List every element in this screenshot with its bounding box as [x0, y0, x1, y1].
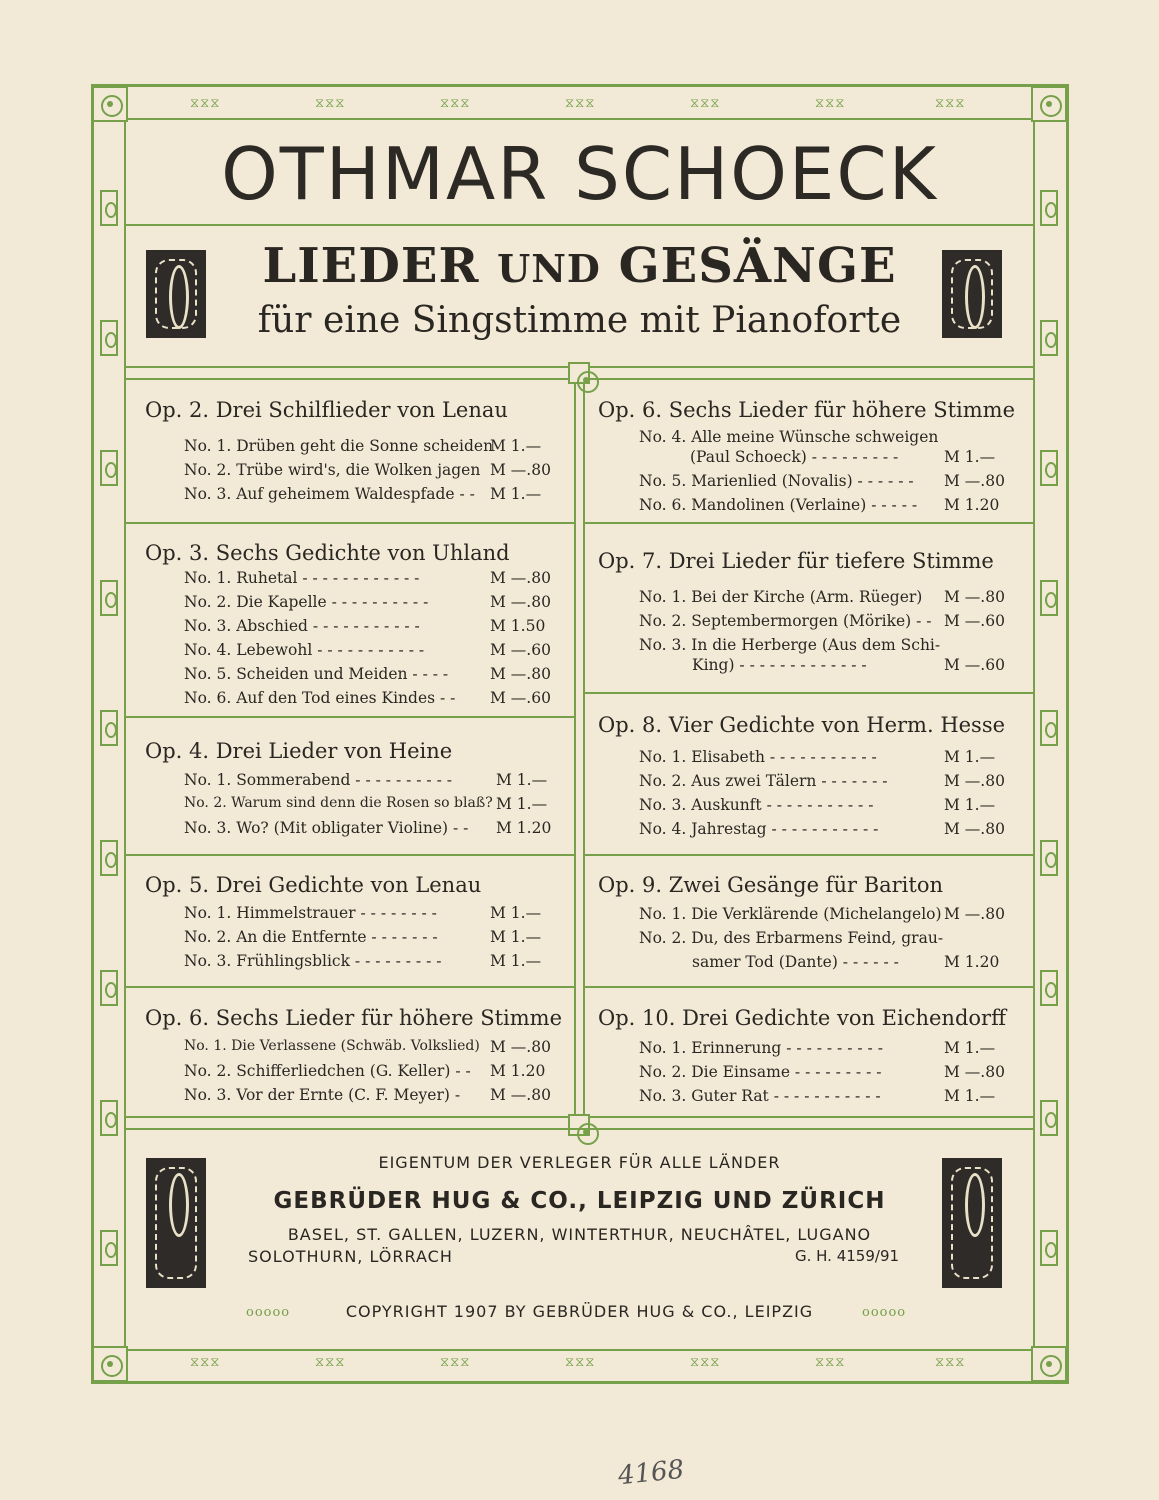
corner-ornament-icon	[92, 86, 128, 122]
song-price: M —.80	[490, 569, 551, 587]
border-ornament-icon	[100, 320, 118, 356]
song-title: King) - - - - - - - - - - - - -	[692, 656, 867, 674]
song-title: No. 5. Marienlied (Novalis) - - - - - -	[639, 472, 914, 490]
song-price: M 1.50	[490, 617, 546, 635]
song-price: M —.60	[490, 689, 551, 707]
border-ornament-icon: ⧖⧖⧖	[440, 1355, 471, 1370]
publisher-cities: BASEL, ST. GALLEN, LUZERN, WINTERTHUR, NEUCHÂTEL, LUGANO	[287, 1225, 872, 1244]
handwritten-number: 4168	[616, 1454, 686, 1492]
song-title: No. 3. Guter Rat - - - - - - - - - - -	[639, 1087, 881, 1105]
song-title: samer Tod (Dante) - - - - - -	[692, 953, 899, 971]
song-price: M 1.—	[490, 952, 542, 970]
border-ornament-icon	[1040, 840, 1058, 876]
title-word: GESÄNGE	[618, 238, 897, 294]
song-title: No. 2. An die Entfernte - - - - - - -	[184, 928, 438, 946]
song-price: M 1.—	[496, 771, 548, 789]
song-price: M 1.20	[490, 1062, 546, 1080]
song-title: No. 3. Wo? (Mit obligater Violine) - -	[184, 819, 469, 837]
opus-heading: Op. 4. Drei Lieder von Heine	[145, 739, 453, 763]
border-ornament-icon: ⧖⧖⧖	[935, 96, 966, 111]
song-title: No. 1. Sommerabend - - - - - - - - - -	[184, 771, 453, 789]
song-price: M 1.—	[490, 485, 542, 503]
corner-ornament-icon	[1031, 86, 1067, 122]
opus-heading: Op. 5. Drei Gedichte von Lenau	[145, 873, 482, 897]
collection-title	[124, 238, 1035, 294]
border-ornament-icon	[1040, 320, 1058, 356]
song-price: M 1.—	[944, 748, 996, 766]
song-title: No. 2. Trübe wird's, die Wolken jagen	[184, 461, 481, 479]
song-title: No. 3. Abschied - - - - - - - - - - -	[184, 617, 420, 635]
song-price: M —.60	[490, 641, 551, 659]
song-price: M —.60	[944, 612, 1005, 630]
song-title: No. 4. Lebewohl - - - - - - - - - - -	[184, 641, 425, 659]
border-ornament-icon: ooooo	[862, 1305, 907, 1320]
vignette-ornament-icon	[146, 250, 206, 338]
publisher-cities: SOLOTHURN, LÖRRACH	[248, 1247, 453, 1266]
song-title: No. 1. Ruhetal - - - - - - - - - - - -	[184, 569, 420, 587]
song-title: No. 4. Alle meine Wünsche schweigen	[639, 428, 939, 446]
vignette-ornament-icon	[146, 1158, 206, 1288]
song-title: No. 3. Auskunft - - - - - - - - - - -	[639, 796, 874, 814]
opus-heading: Op. 9. Zwei Gesänge für Bariton	[598, 873, 944, 897]
song-price: M 1.—	[944, 448, 996, 466]
song-price: M 1.—	[944, 1039, 996, 1057]
opus-heading: Op. 3. Sechs Gedichte von Uhland	[145, 541, 510, 565]
song-title: No. 1. Bei der Kirche (Arm. Rüeger)	[639, 588, 923, 606]
rights-notice: EIGENTUM DER VERLEGER FÜR ALLE LÄNDER	[378, 1153, 781, 1172]
plate-number: G. H. 4159/91	[795, 1247, 900, 1265]
border-ornament-icon	[1040, 190, 1058, 226]
border-ornament-icon	[1040, 450, 1058, 486]
opus-heading: Op. 7. Drei Lieder für tiefere Stimme	[598, 549, 994, 573]
border-ornament-icon: ooooo	[246, 1305, 291, 1320]
composer-name: OTHMAR SCHOECK	[221, 132, 938, 216]
song-title: No. 5. Scheiden und Meiden - - - -	[184, 665, 449, 683]
song-price: M —.80	[490, 665, 551, 683]
collection-subtitle: für eine Singstimme mit Pianoforte	[257, 300, 902, 341]
border-ornament-icon	[100, 710, 118, 746]
song-price: M —.80	[944, 472, 1005, 490]
song-price: M —.80	[944, 905, 1005, 923]
song-title: No. 2. Die Kapelle - - - - - - - - - -	[184, 593, 429, 611]
border-ornament-icon: ⧖⧖⧖	[935, 1355, 966, 1370]
song-price: M —.80	[944, 772, 1005, 790]
song-title: (Paul Schoeck) - - - - - - - - -	[690, 448, 899, 466]
border-ornament-icon: ⧖⧖⧖	[815, 96, 846, 111]
border-ornament-icon	[100, 1100, 118, 1136]
song-title: No. 2. Warum sind denn die Rosen so blaß?	[184, 795, 493, 811]
border-ornament-icon	[1040, 1100, 1058, 1136]
song-price: M —.80	[490, 1038, 551, 1056]
opus-heading: Op. 6. Sechs Lieder für höhere Stimme	[145, 1006, 563, 1030]
border-ornament-icon	[1040, 710, 1058, 746]
song-price: M 1.—	[496, 795, 548, 813]
border-ornament-icon: ⧖⧖⧖	[565, 1355, 596, 1370]
border-ornament-icon	[100, 1230, 118, 1266]
opus-heading: Op. 2. Drei Schilflieder von Lenau	[145, 398, 508, 422]
song-title: No. 2. Septembermorgen (Mörike) - -	[639, 612, 932, 630]
border-ornament-icon: ⧖⧖⧖	[315, 96, 346, 111]
vignette-ornament-icon	[942, 1158, 1002, 1288]
border-ornament-icon	[100, 840, 118, 876]
song-price: M —.80	[944, 1063, 1005, 1081]
song-title: No. 1. Himmelstrauer - - - - - - - -	[184, 904, 437, 922]
song-title: No. 1. Erinnerung - - - - - - - - - -	[639, 1039, 883, 1057]
song-title: No. 6. Mandolinen (Verlaine) - - - - -	[639, 496, 918, 514]
copyright-notice: COPYRIGHT 1907 BY GEBRÜDER HUG & CO., LEIPZIG	[345, 1302, 814, 1321]
song-price: M 1.—	[490, 904, 542, 922]
border-ornament-icon: ⧖⧖⧖	[440, 96, 471, 111]
border-ornament-icon: ⧖⧖⧖	[690, 1355, 721, 1370]
border-ornament-icon: ⧖⧖⧖	[815, 1355, 846, 1370]
song-price: M —.80	[490, 593, 551, 611]
vignette-ornament-icon	[942, 250, 1002, 338]
song-title: No. 6. Auf den Tod eines Kindes - -	[184, 689, 456, 707]
song-price: M 1.—	[944, 796, 996, 814]
border-ornament-icon: ⧖⧖⧖	[190, 96, 221, 111]
song-title: No. 1. Drüben geht die Sonne scheiden	[184, 437, 494, 455]
song-price: M —.80	[490, 461, 551, 479]
title-divider	[124, 224, 1035, 226]
border-ornament-icon	[100, 450, 118, 486]
border-ornament-icon: ⧖⧖⧖	[315, 1355, 346, 1370]
song-price: M 1.—	[944, 1087, 996, 1105]
song-price: M —.60	[944, 656, 1005, 674]
song-title: No. 2. Aus zwei Tälern - - - - - - -	[639, 772, 888, 790]
opus-heading: Op. 6. Sechs Lieder für höhere Stimme	[598, 398, 1016, 422]
song-title: No. 2. Du, des Erbarmens Feind, grau-	[639, 929, 944, 947]
song-price: M 1.—	[490, 928, 542, 946]
song-title: No. 3. Frühlingsblick - - - - - - - - -	[184, 952, 442, 970]
song-title: No. 1. Die Verklärende (Michelangelo)	[639, 905, 942, 923]
border-ornament-icon	[100, 580, 118, 616]
opus-heading: Op. 8. Vier Gedichte von Herm. Hesse	[598, 713, 1006, 737]
border-ornament-icon	[1040, 580, 1058, 616]
knot-ornament-icon	[568, 1114, 590, 1136]
song-price: M 1.—	[490, 437, 542, 455]
song-title: No. 3. Auf geheimem Waldespfade - -	[184, 485, 475, 503]
border-ornament-icon: ⧖⧖⧖	[190, 1355, 221, 1370]
song-price: M —.80	[944, 820, 1005, 838]
knot-ornament-icon	[568, 362, 590, 384]
song-title: No. 1. Die Verlassene (Schwäb. Volkslied)	[184, 1038, 480, 1054]
song-title: No. 3. Vor der Ernte (C. F. Meyer) -	[184, 1086, 461, 1104]
border-ornament-icon	[1040, 970, 1058, 1006]
song-title: No. 2. Die Einsame - - - - - - - - -	[639, 1063, 882, 1081]
corner-ornament-icon	[92, 1346, 128, 1382]
title-word: UND	[497, 246, 601, 291]
song-price: M —.80	[944, 588, 1005, 606]
song-title: No. 1. Elisabeth - - - - - - - - - - -	[639, 748, 877, 766]
opus-heading: Op. 10. Drei Gedichte von Eichendorff	[598, 1006, 1007, 1030]
border-ornament-icon: ⧖⧖⧖	[690, 96, 721, 111]
border-ornament-icon	[100, 190, 118, 226]
song-price: M —.80	[490, 1086, 551, 1104]
song-price: M 1.20	[944, 496, 1000, 514]
title-word: LIEDER	[262, 238, 480, 294]
song-title: No. 2. Schifferliedchen (G. Keller) - -	[184, 1062, 471, 1080]
footer-divider	[124, 1128, 1035, 1130]
song-title: No. 4. Jahrestag - - - - - - - - - - -	[639, 820, 879, 838]
song-title: No. 3. In die Herberge (Aus dem Schi-	[639, 636, 941, 654]
corner-ornament-icon	[1031, 1346, 1067, 1382]
border-ornament-icon	[100, 970, 118, 1006]
publisher-name: GEBRÜDER HUG & CO., LEIPZIG UND ZÜRICH	[273, 1188, 886, 1214]
song-price: M 1.20	[944, 953, 1000, 971]
border-ornament-icon: ⧖⧖⧖	[565, 96, 596, 111]
song-price: M 1.20	[496, 819, 552, 837]
border-ornament-icon	[1040, 1230, 1058, 1266]
